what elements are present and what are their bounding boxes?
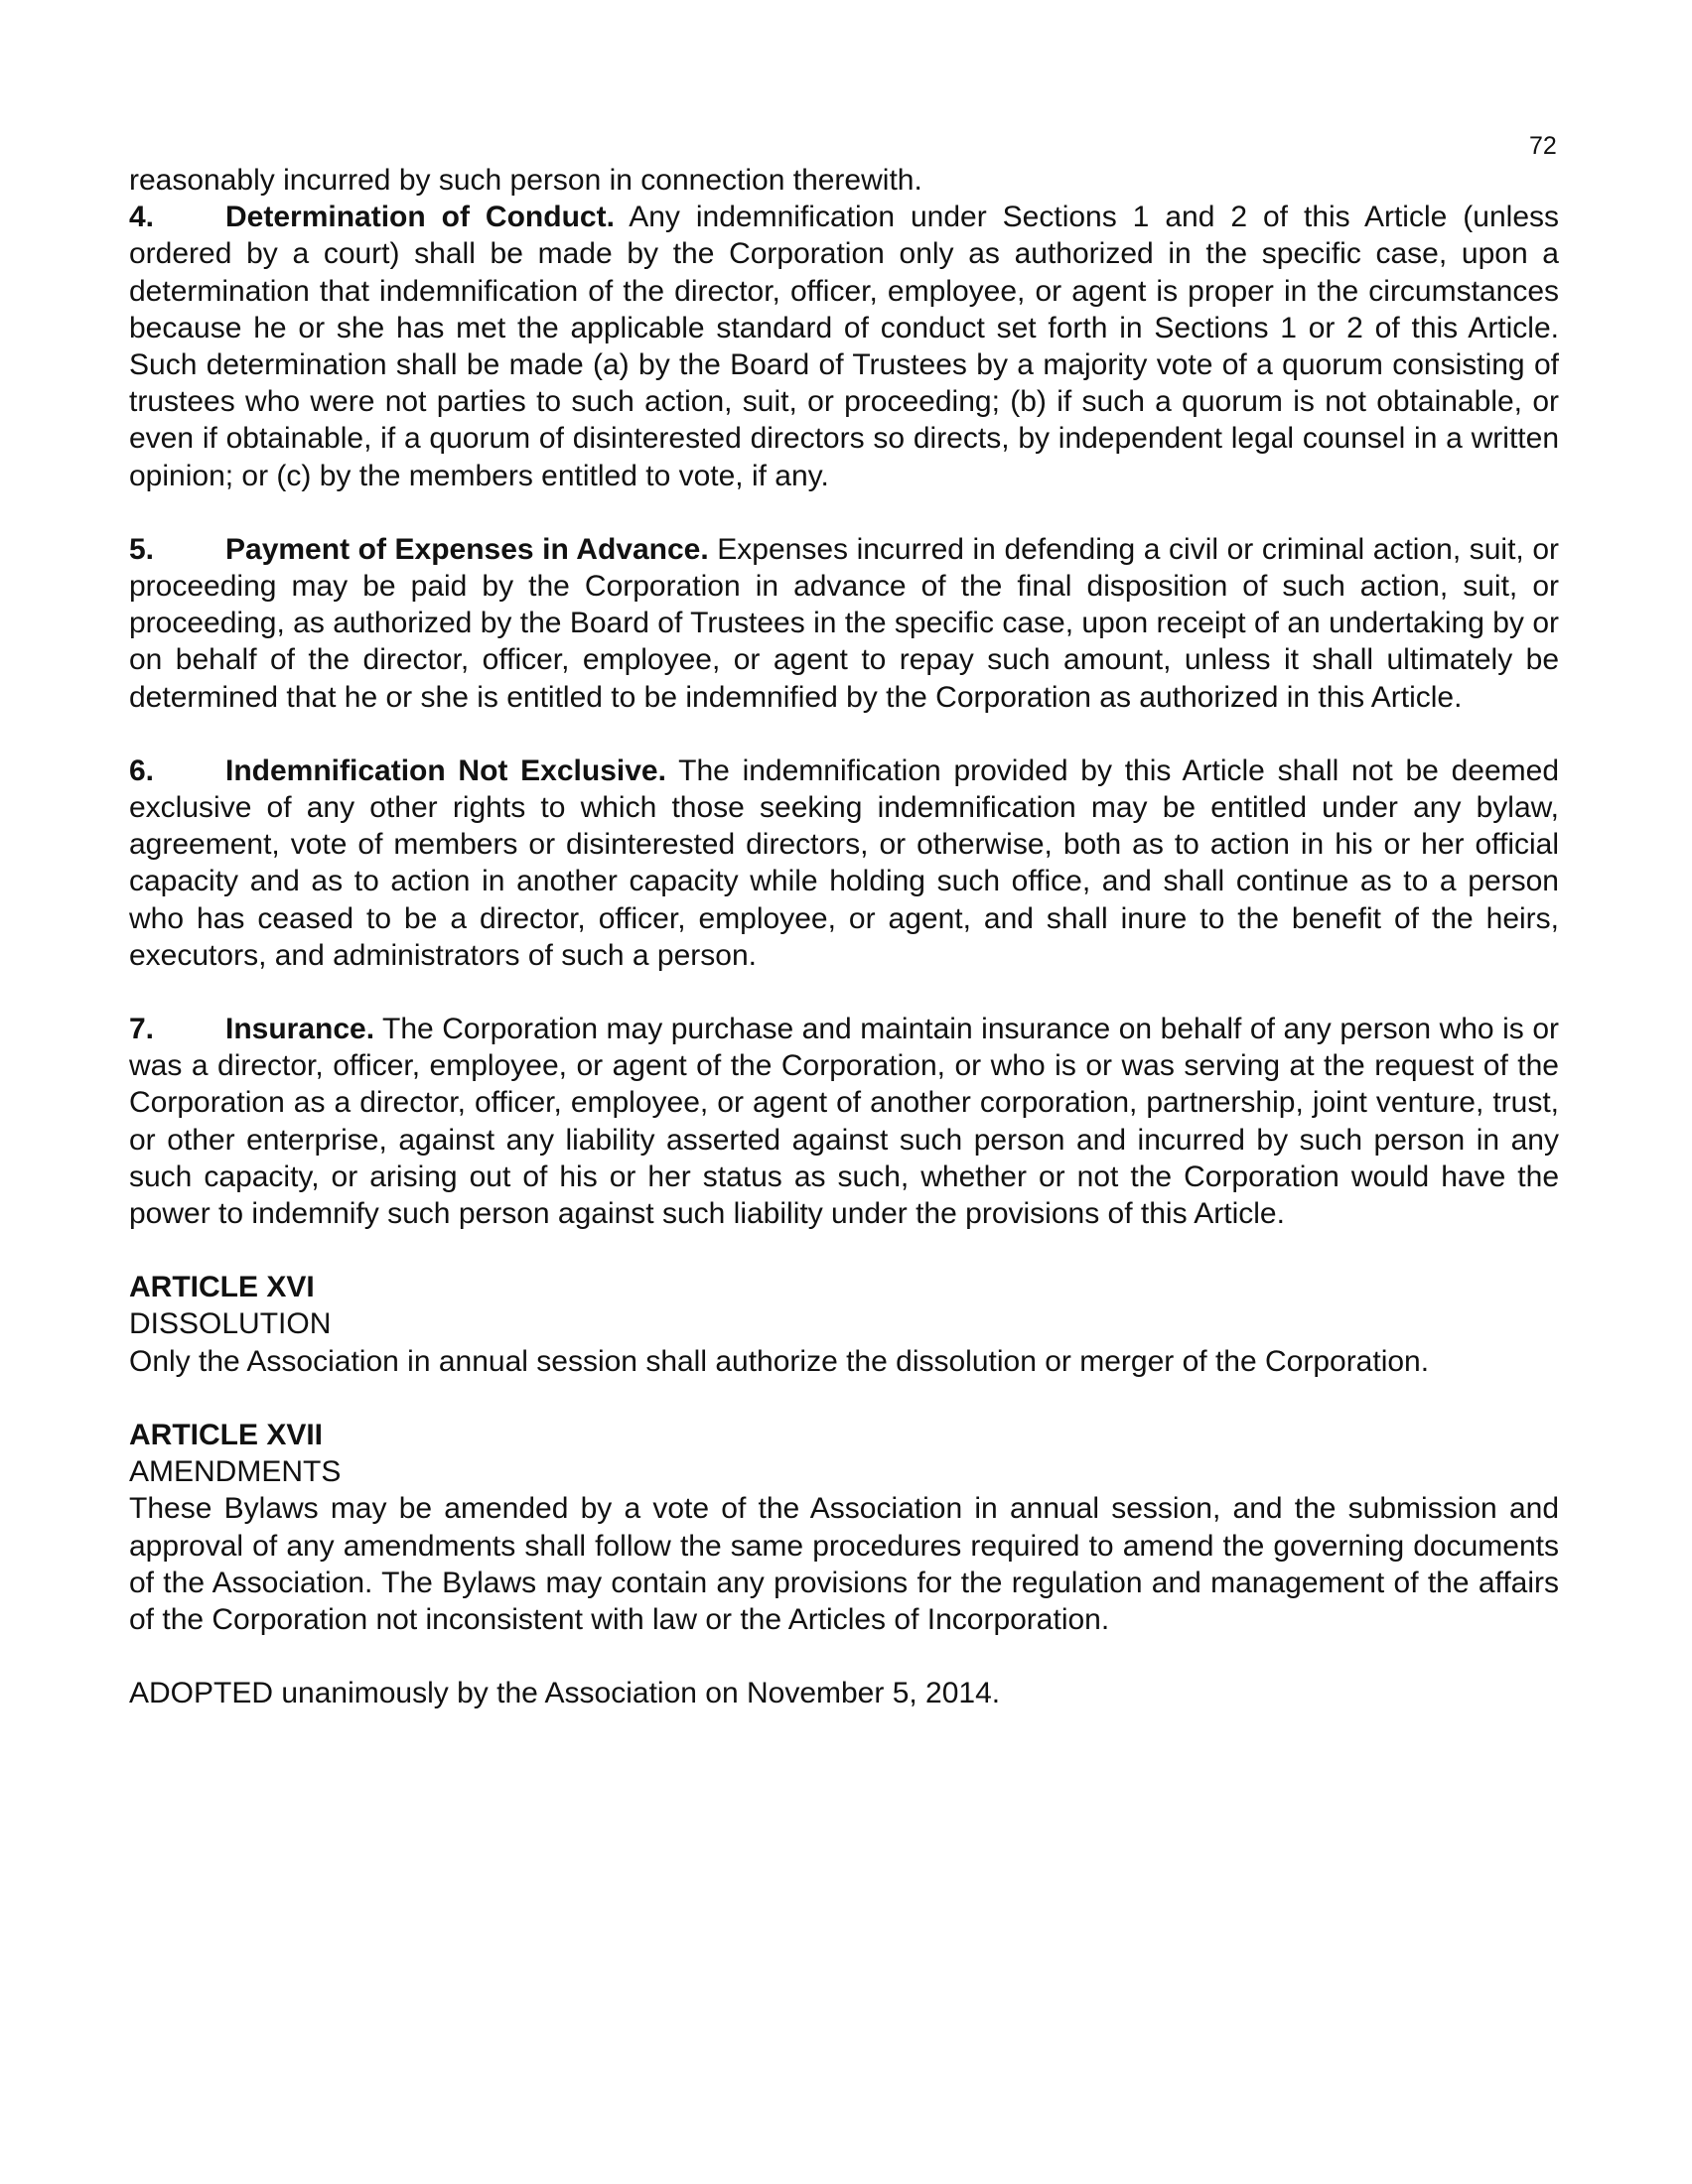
section-title: Payment of Expenses in Advance. (225, 532, 709, 566)
section-number: 4. (129, 201, 155, 234)
section-number: 7. (129, 1013, 155, 1046)
page-number: 72 (1529, 132, 1557, 160)
article-xvi-heading: ARTICLE XVI (129, 1271, 315, 1304)
section-number: 5. (129, 532, 155, 566)
section-7 (129, 1011, 1559, 1232)
article-xvii-text: These Bylaws may be amended by a vote of the Association in annual session, and the submission and approval of any amendments shall follow the same procedures required to amend the governing documents of the Association. The Bylaws may contain any provisions for the regulation and management of the affairs of the Corporation not inconsistent with law or the Articles of Incorporation. (129, 1492, 1559, 1636)
section-text: The indemnification provided by this Article shall not be deemed exclusive of any other rights to which those seeking indemnification may be entitled under any bylaw, agreement, vote of members or disinterested directors, or otherwise, both as to action in his or her official capacity and as to action in another capacity while holding such office, and shall continue as to a person who has ceased to be a director, officer, employee, or agent, and shall inure to the benefit of the heirs, executors, and administrators of such a person. (129, 753, 1560, 972)
section-text: Expenses incurred in defending a civil or criminal action, suit, or proceeding may be paid by the Corporation in advance of the final disposition of such action, suit, or proceeding, as authorized by the Board of Trustees in the specific case, upon receipt of an undertaking by or on behalf of the director, officer, employee, or agent to repay such amount, unless it shall ultimately be determined that he or she is entitled to be indemnified by the Corporation as authorized in this Article. (129, 532, 1559, 714)
article-xvi-subtitle: DISSOLUTION (129, 1307, 332, 1341)
section-4 (129, 199, 1559, 494)
section-5 (129, 531, 1559, 716)
section-number: 6. (129, 753, 155, 787)
document-body (129, 162, 1559, 1711)
article-xvi-text: Only the Association in annual session shall authorize the dissolution or merger of the Corporation. (129, 1344, 1430, 1378)
section-text: The Corporation may purchase and maintain insurance on behalf of any person who is or was a director, officer, employee, or agent of the Corporation, or who is or was serving at the request of the Corporation as a director, officer, employee, or agent of another corporation, partnership, joint venture, trust, or other enterprise, against any liability asserted against such person and incurred by such person in any such capacity, or arising out of his or her status as such, whether or not the Corporation would have the power to indemnify such person against such liability under the provisions of this Article. (129, 1013, 1559, 1231)
continuation-text: reasonably incurred by such person in connection therewith. (129, 164, 922, 197)
article-xvii-heading: ARTICLE XVII (129, 1418, 324, 1451)
article-xvii-subtitle: AMENDMENTS (129, 1455, 342, 1489)
adoption-statement: ADOPTED unanimously by the Association on November 5, 2014. (129, 1677, 1001, 1710)
section-title: Insurance. (225, 1013, 375, 1046)
section-title: Indemnification Not Exclusive. (225, 753, 666, 787)
section-6 (129, 752, 1559, 974)
section-title: Determination of Conduct. (225, 201, 615, 234)
section-text: Any indemnification under Sections 1 and 2 of this Article (unless ordered by a court) shall be made by the Corporation only as authorized in the specific case, upon a determination that indemnification of the director, officer, employee, or agent is proper in the circumstances because he or she has met the applicable standard of conduct set forth in Sections 1 or 2 of this Article. Such determination shall be made (a) by the Board of Trustees by a majority vote of a quorum consisting of trustees who were not parties to such action, suit, or proceeding; (b) if such a quorum is not obtainable, or even if obtainable, if a quorum of disinterested directors so directs, by independent legal counsel in a written opinion; or (c) by the members entitled to vote, if any. (129, 201, 1559, 492)
